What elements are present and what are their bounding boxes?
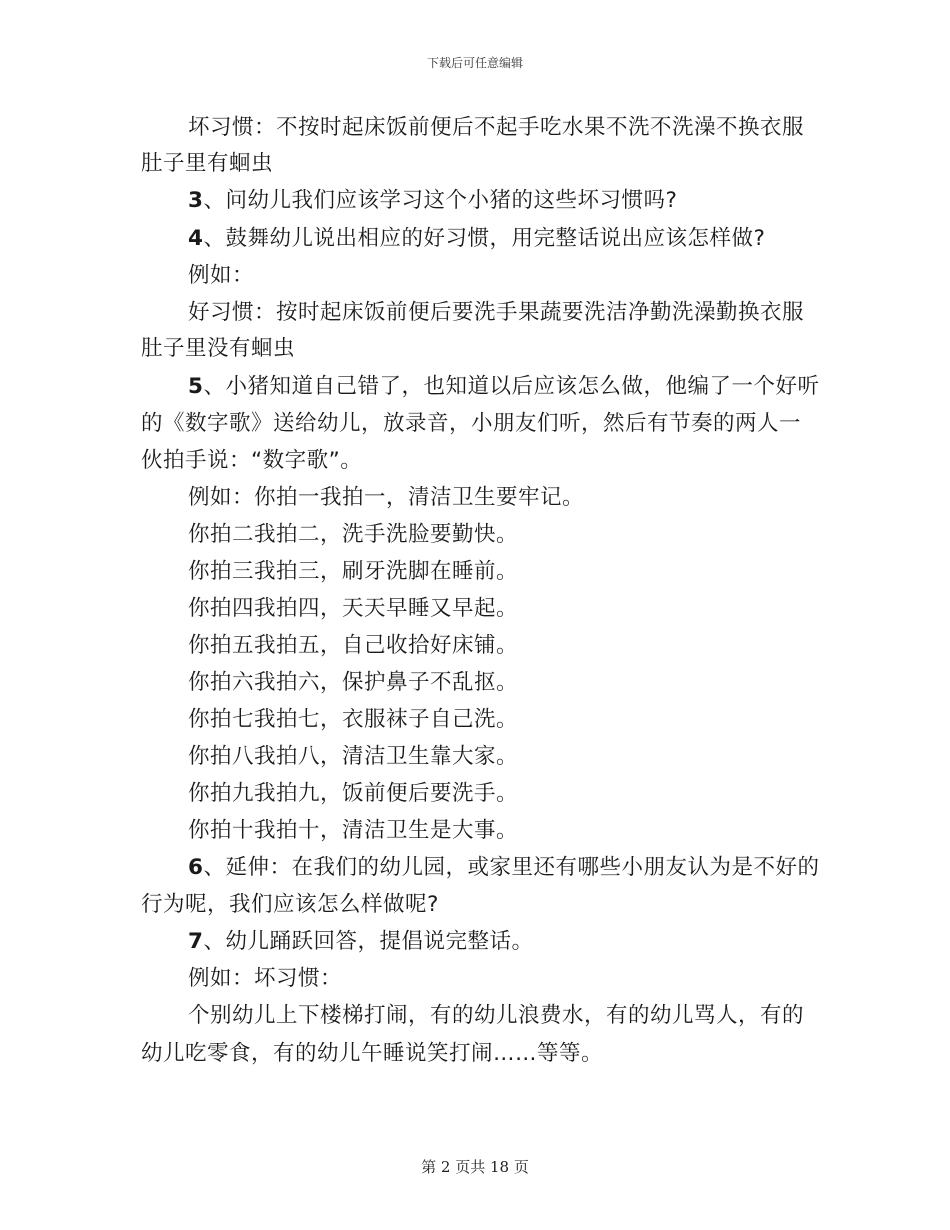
text-line: 肚子里没有蛔虫 xyxy=(141,336,296,361)
text-line: 你拍四我拍四，天天早睡又早起。 xyxy=(188,596,519,621)
text-line: 你拍二我拍二，洗手洗脸要勤快。 xyxy=(188,522,519,547)
text-line: 好习惯：按时起床饭前便后要洗手果蔬要洗洁净勤洗澡勤换衣服 xyxy=(188,300,805,325)
text-line: 5、小猪知道自己错了，也知道以后应该怎么做，他编了一个好听 xyxy=(188,374,820,399)
page-header: 下载后可任意编辑 xyxy=(426,56,523,70)
text-line: 行为呢，我们应该怎么样做呢? xyxy=(141,892,439,917)
text-line: 幼儿吃零食，有的幼儿午睡说笑打闹……等等。 xyxy=(141,1041,604,1066)
text-line: 6、延伸：在我们的幼儿园，或家里还有哪些小朋友认为是不好的 xyxy=(188,855,820,880)
text-line: 你拍十我拍十，清洁卫生是大事。 xyxy=(188,818,519,843)
text-line: 肚子里有蛔虫 xyxy=(141,151,274,176)
text-line: 7、幼儿踊跃回答，提倡说完整话。 xyxy=(188,929,534,954)
text-line: 4、鼓舞幼儿说出相应的好习惯，用完整话说出应该怎样做? xyxy=(188,226,766,251)
text-line: 你拍七我拍七，衣服袜子自己洗。 xyxy=(188,707,519,732)
text-line: 3、问幼儿我们应该学习这个小猪的这些坏习惯吗? xyxy=(188,188,678,213)
text-line: 例如：你拍一我拍一，清洁卫生要牢记。 xyxy=(188,485,585,510)
text-line: 你拍九我拍九，饭前便后要洗手。 xyxy=(188,781,519,806)
text-line: 的《数字歌》送给幼儿，放录音，小朋友们听，然后有节奏的两人一 xyxy=(141,411,802,436)
text-line: 你拍六我拍六，保护鼻子不乱抠。 xyxy=(188,670,519,695)
text-line: 例如： xyxy=(188,263,255,288)
text-line: 你拍八我拍八，清洁卫生靠大家。 xyxy=(188,744,519,769)
text-line: 伙拍手说：“数字歌”。 xyxy=(141,448,363,473)
page-footer: 第 2 页共 18 页 xyxy=(421,1158,529,1176)
text-line: 例如：坏习惯： xyxy=(188,966,343,991)
text-line: 个别幼儿上下楼梯打闹，有的幼儿浪费水，有的幼儿骂人，有的 xyxy=(188,1003,805,1028)
text-line: 你拍三我拍三，刷牙洗脚在睡前。 xyxy=(188,559,519,584)
text-line: 坏习惯：不按时起床饭前便后不起手吃水果不洗不洗澡不换衣服 xyxy=(188,115,805,140)
text-line: 你拍五我拍五，自己收拾好床铺。 xyxy=(188,633,519,658)
